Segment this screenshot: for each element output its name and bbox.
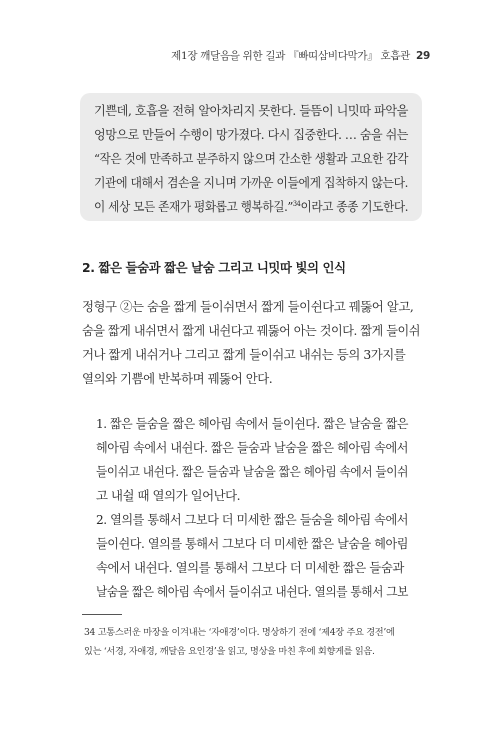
running-header bbox=[171, 48, 430, 63]
quote-line-last bbox=[94, 197, 408, 215]
paragraph-line: 거나 짧게 내쉬거나 그리고 짧게 들이쉬고 내쉬는 등의 3가지를 bbox=[82, 347, 406, 362]
list-line: 들이쉬고 내쉰다. 짧은 들숨과 날숨을 짧은 헤아림 속에서 들이쉬 bbox=[96, 464, 409, 479]
quote-line: 기관에 대해서 겸손을 지니며 가까운 이들에게 집착하지 않는다. bbox=[94, 175, 408, 190]
list-line: 날숨을 짧은 헤아림 속에서 들이쉬고 내쉰다. 열의를 통해서 그보 bbox=[96, 584, 409, 599]
list-line: 2. 열의를 통해서 그보다 더 미세한 짧은 들숨을 헤아림 속에서 bbox=[96, 512, 409, 527]
list-line: 고 내쉴 때 열의가 일어난다. bbox=[96, 488, 241, 503]
footnote-line: 34 고통스러운 마장을 이겨내는 ‘자애경’이다. 명상하기 전에 ‘제4장 주요 경전’에 bbox=[84, 627, 395, 638]
list-line: 1. 짧은 들숨을 짧은 헤아림 속에서 들이쉰다. 짧은 날숨을 짧은 bbox=[96, 416, 409, 431]
quote-line: 기쁜데, 호흡을 전혀 알아차리지 못한다. 들뜸이 니밋따 파악을 bbox=[94, 103, 408, 118]
paragraph-line: 숨을 짧게 내쉬면서 짧게 내쉰다고 꿰뚫어 아는 것이다. 짧게 들이쉬 bbox=[82, 323, 421, 338]
paragraph-line: 정형구 ②는 숨을 짧게 들이쉬면서 짧게 들이쉰다고 꿰뚫어 알고, bbox=[82, 299, 414, 314]
running-title: 제1장 깨달음을 위한 길과 『빠띠삼비다막가』 호흡관 bbox=[171, 50, 410, 62]
quote-text: 이 세상 모든 존재가 평화롭고 행복하길.” bbox=[94, 199, 293, 214]
list-line: 속에서 내쉰다. 열의를 통해서 그보다 더 미세한 짧은 들숨과 bbox=[96, 560, 404, 575]
footnote-reference[interactable]: 34 bbox=[292, 199, 301, 208]
quote-line: “작은 것에 만족하고 분주하지 않으며 간소한 생활과 고요한 감각 bbox=[94, 151, 408, 166]
quote-tail: 이라고 종종 기도한다. bbox=[300, 199, 408, 214]
quote-line: 엉망으로 만들어 수행이 망가졌다. 다시 집중한다. … 숨을 쉬는 bbox=[94, 127, 408, 142]
page-number: 29 bbox=[415, 50, 430, 62]
paragraph-line: 열의와 기쁨에 반복하며 꿰뚫어 안다. bbox=[82, 371, 273, 386]
section-heading: 2. 짧은 들숨과 짧은 날숨 그리고 니밋따 빛의 인식 bbox=[82, 260, 346, 275]
list-line: 들이쉰다. 열의를 통해서 그보다 더 미세한 짧은 날숨을 헤아림 bbox=[96, 536, 409, 551]
footnote-divider bbox=[82, 614, 122, 615]
list-line: 헤아림 속에서 내쉰다. 짧은 들숨과 날숨을 짧은 헤아림 속에서 bbox=[96, 440, 409, 455]
footnote-line: 있는 ‘서경, 자애경, 깨달음 요인경’을 읽고, 명상을 마친 후에 회향게를 읽음. bbox=[84, 646, 375, 657]
